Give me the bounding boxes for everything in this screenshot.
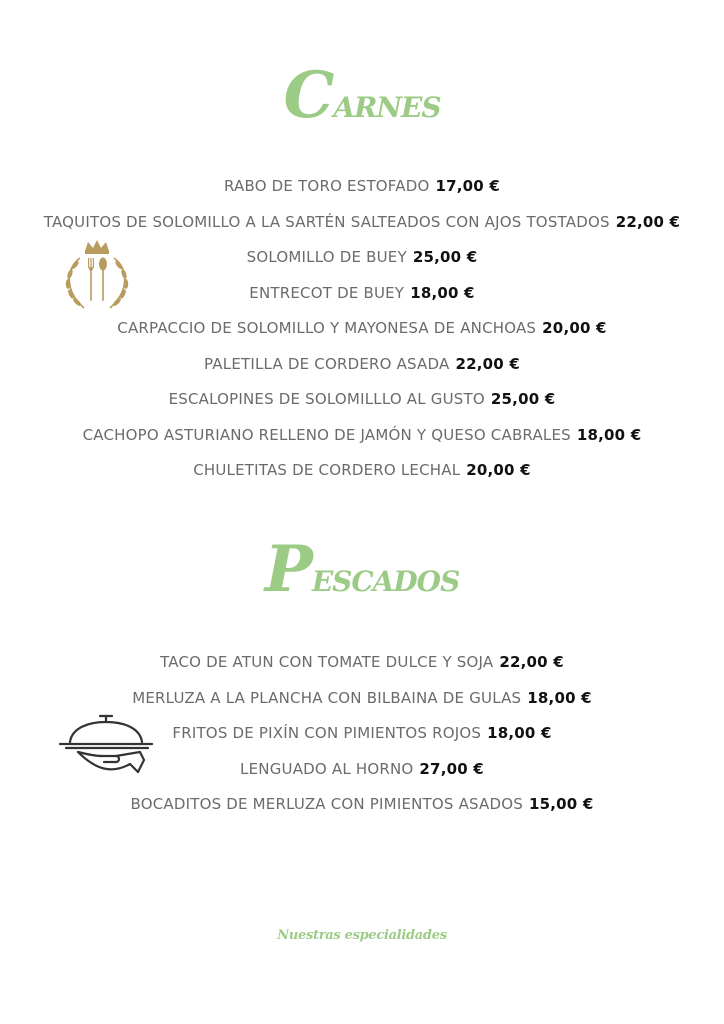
dish-name: ENTRECOT DE BUEY (249, 283, 405, 302)
crown-laurel-cutlery-icon (58, 238, 136, 316)
dish-price: 18,00 € (487, 724, 552, 742)
dish-price: 18,00 € (527, 688, 592, 707)
menu-item (0, 458, 724, 494)
dish-name: CARPACCIO DE SOLOMILLO Y MAYONESA DE ANCHOAS (117, 319, 537, 337)
dish-name: RABO DE TORO ESTOFADO (224, 177, 430, 195)
title-rest: ESCADOS (311, 565, 460, 598)
dish-price: 27,00 € (419, 759, 484, 778)
title-initial: C (283, 58, 334, 133)
menu-item (0, 174, 724, 210)
dish-price: 25,00 € (490, 390, 556, 408)
dish-price: 17,00 € (435, 177, 500, 195)
dish-price: 22,00 € (499, 653, 564, 671)
dish-name: SOLOMILLO DE BUEY (246, 248, 407, 266)
menu-item (0, 352, 724, 388)
dish-name: CACHOPO ASTURIANO RELLENO DE JAMÓN Y QUESO CABRALES (82, 425, 571, 444)
dish-name: BOCADITOS DE MERLUZA CON PIMIENTOS ASADOS (130, 795, 523, 813)
dish-name: FRITOS DE PIXÍN CON PIMIENTOS ROJOS (172, 724, 482, 742)
menu-item (0, 792, 724, 828)
dish-name: TACO DE ATUN CON TOMATE DULCE Y SOJA (160, 653, 494, 671)
dish-name: PALETILLA DE CORDERO ASADA (204, 354, 450, 373)
dish-price: 20,00 € (466, 461, 531, 479)
dish-price: 25,00 € (412, 248, 478, 266)
menu-item (0, 316, 724, 352)
dish-price: 22,00 € (455, 354, 520, 373)
section-title-carnes (0, 58, 724, 133)
dish-price: 18,00 € (410, 283, 475, 302)
dish-name: TAQUITOS DE SOLOMILLO A LA SARTÉN SALTEADOS CON AJOS TOSTADOS (43, 212, 610, 231)
menu-list-carnes (0, 174, 724, 494)
dish-name: MERLUZA A LA PLANCHA CON BILBAINA DE GULAS (132, 688, 522, 707)
dish-name: CHULETITAS DE CORDERO LECHAL (193, 461, 461, 479)
serving-cloche-icon (56, 708, 158, 784)
menu-item (0, 387, 724, 423)
menu-item (0, 423, 724, 459)
footer-tagline: Nuestras especialidades (277, 928, 447, 943)
dish-price: 15,00 € (529, 795, 594, 813)
dish-name: ESCALOPINES DE SOLOMILLLO AL GUSTO (168, 390, 485, 408)
dish-price: 20,00 € (542, 319, 607, 337)
dish-price: 22,00 € (615, 212, 681, 231)
section-title-pescados (0, 532, 724, 607)
title-initial: P (264, 532, 312, 607)
menu-item (0, 650, 724, 686)
title-rest: ARNES (333, 91, 441, 124)
dish-name: LENGUADO AL HORNO (240, 759, 414, 778)
dish-price: 18,00 € (576, 425, 642, 444)
